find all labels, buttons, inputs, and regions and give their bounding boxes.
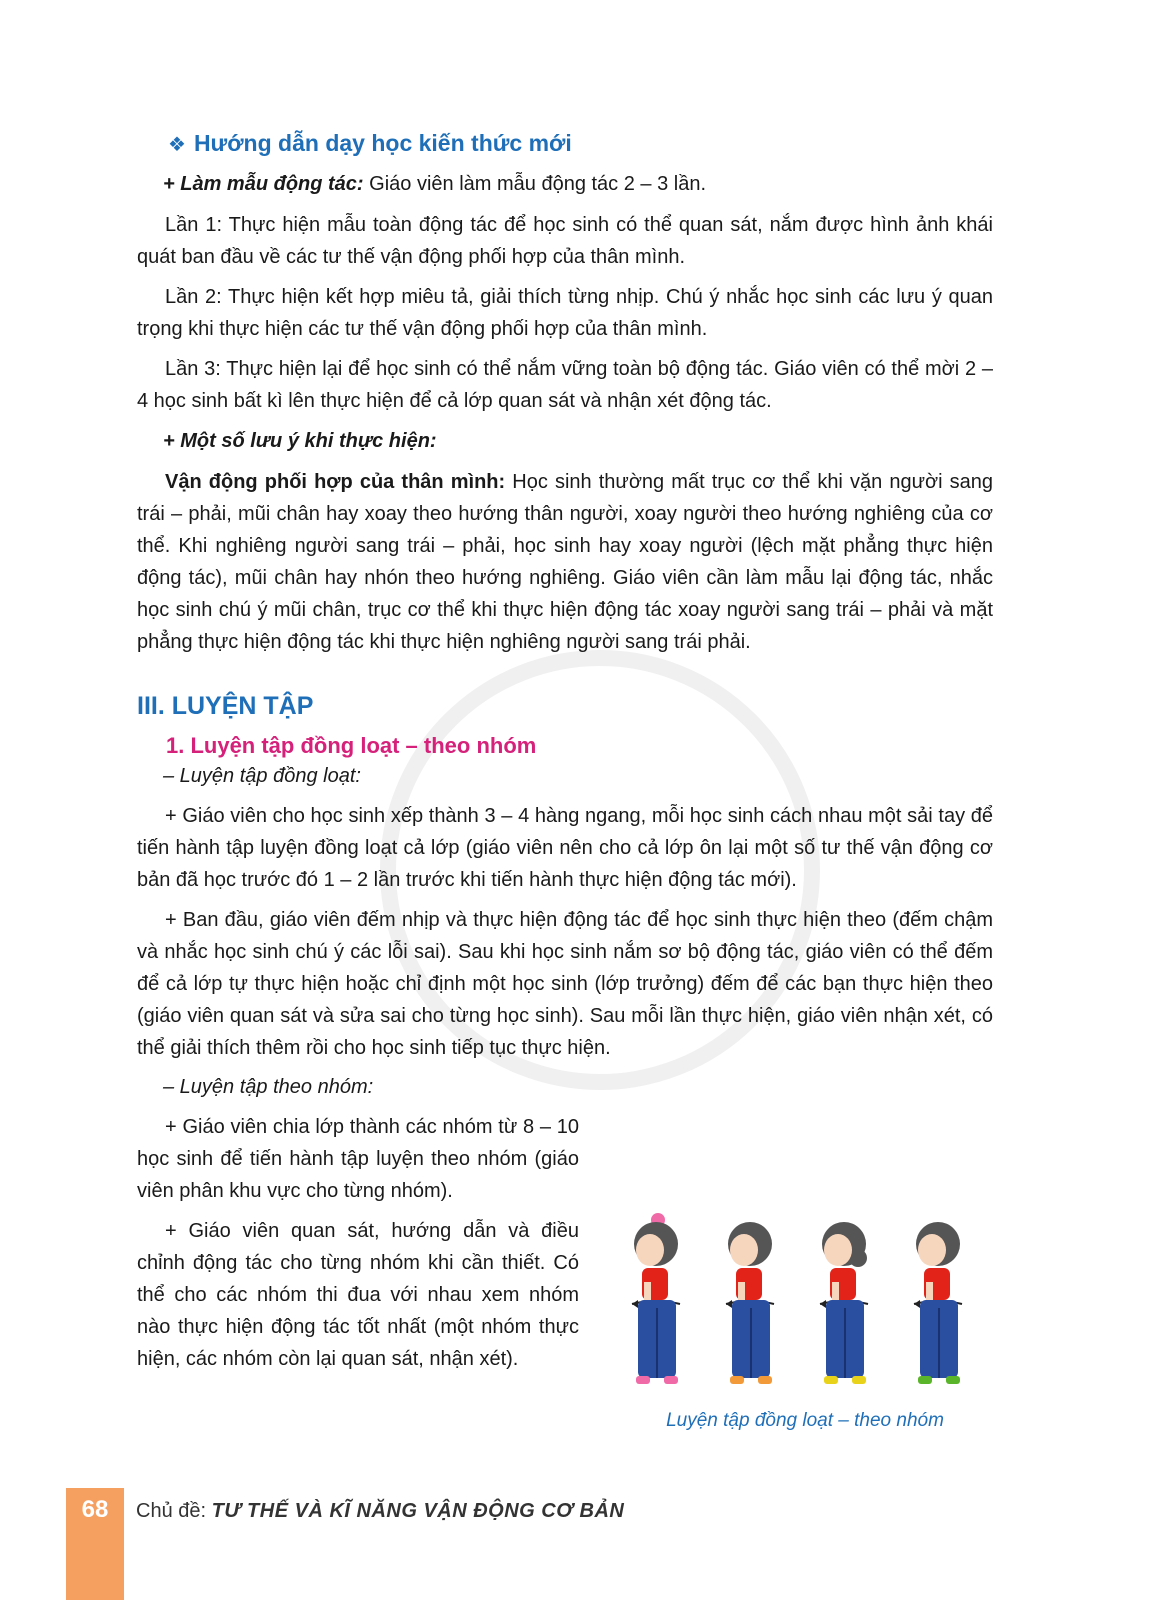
paragraph-lan-2: Lần 2: Thực hiện kết hợp miêu tả, giải thích từng nhịp. Chú ý nhắc học sinh các lưu ý quan trọng khi thực hiện các tư thế vận động phối hợp của thân mình. <box>137 286 993 340</box>
team-practice-label: – Luyện tập theo nhóm: <box>163 1076 374 1098</box>
student-figure-3 <box>820 1222 868 1384</box>
team-practice-p2: + Giáo viên quan sát, hướng dẫn và điều chỉnh động tác cho từng nhóm khi cần thiết. Có thể cho các nhóm thi đua với nhau xem nhóm nào thực hiện động tác tốt nhất (một nhóm thực hiện, các nhóm còn lại quan sát, nhận xét). <box>137 1220 579 1370</box>
footer-topic <box>136 1500 624 1523</box>
figure-caption: Luyện tập đồng loạt – theo nhóm <box>666 1410 944 1431</box>
group-practice-p2: + Ban đầu, giáo viên đếm nhịp và thực hiện động tác để học sinh thực hiện theo (đếm chậm và nhắc học sinh chú ý các lỗi sai). Sau khi học sinh nắm sơ bộ động tác, giáo viên có thể đếm để cả lớp tự thực hiện hoặc chỉ định một học sinh (lớp trưởng) đếm để các bạn thực hiện theo (giáo viên quan sát và sửa sai cho từng học sinh). Sau mỗi lần thực hiện, giáo viên nhận xét, có thể giải thích thêm rồi cho học sinh tiếp tục thực hiện. <box>137 909 993 1059</box>
paragraph-lan-1: Lần 1: Thực hiện mẫu toàn động tác để học sinh có thể quan sát, nắm được hình ảnh khái quát ban đầu về các tư thế vận động phối hợp của thân mình. <box>137 214 993 268</box>
team-practice-p1: + Giáo viên chia lớp thành các nhóm từ 8 – 10 học sinh để tiến hành tập luyện theo nhóm (giáo viên phân khu vực cho từng nhóm). <box>137 1116 579 1202</box>
notes-text: Học sinh thường mất trục cơ thể khi vặn người sang trái – phải, mũi chân hay xoay theo hướng thân người, xoay người theo hướng nghiêng của cơ thể. Khi nghiêng người sang trái – phải, học sinh hay xoay người (lệch mặt phẳng thực hiện động tác), mũi chân hay nhón theo hướng nghiêng. Giáo viên cần làm mẫu lại động tác, nhắc học sinh chú ý mũi chân, trục cơ thể khi thực hiện động tác xoay người sang trái – phải và mặt phẳng thực hiện động tác khi thực hiện nghiêng người sang trái phải. <box>137 471 994 653</box>
students-practice-illustration <box>618 1212 990 1407</box>
notes-lead: Vận động phối hợp của thân mình: <box>165 471 506 493</box>
student-figure-4 <box>914 1222 962 1384</box>
group-practice-label: – Luyện tập đồng loạt: <box>163 765 361 787</box>
diamond-bullet-icon: ❖ <box>168 134 186 156</box>
demo-line <box>163 168 993 200</box>
notes-paragraph <box>137 466 993 658</box>
footer-topic-prefix: Chủ đề: <box>136 1500 212 1522</box>
subsection-1-title: 1. Luyện tập đồng loạt – theo nhóm <box>166 733 537 758</box>
footer-topic-title: TƯ THẾ VÀ KĨ NĂNG VẬN ĐỘNG CƠ BẢN <box>211 1500 625 1522</box>
section-3-title: III. LUYỆN TẬP <box>137 692 314 720</box>
student-figure-1 <box>632 1213 680 1384</box>
paragraph-lan-3: Lần 3: Thực hiện lại để học sinh có thể nắm vững toàn bộ động tác. Giáo viên có thể mời 2 – 4 học sinh bất kì lên thực hiện để cả lớp quan sát và nhận xét động tác. <box>137 358 993 412</box>
guide-heading <box>168 130 572 157</box>
group-practice-p1: + Giáo viên cho học sinh xếp thành 3 – 4 hàng ngang, mỗi học sinh cách nhau một sải tay để tiến hành tập luyện đồng loạt cả lớp (giáo viên nên cho cả lớp ôn lại một số tư thế vận động cơ bản đã học trước đó 1 – 2 lần trước khi tiến hành thực hiện động tác mới). <box>137 805 993 891</box>
demo-line-lead: + Làm mẫu động tác: <box>163 173 364 195</box>
demo-line-text: Giáo viên làm mẫu động tác 2 – 3 lần. <box>363 173 707 195</box>
page-number: 68 <box>81 1496 109 1523</box>
guide-heading-text: Hướng dẫn dạy học kiến thức mới <box>193 130 572 156</box>
notes-heading: + Một số lưu ý khi thực hiện: <box>163 430 437 452</box>
student-figure-2 <box>726 1222 774 1384</box>
